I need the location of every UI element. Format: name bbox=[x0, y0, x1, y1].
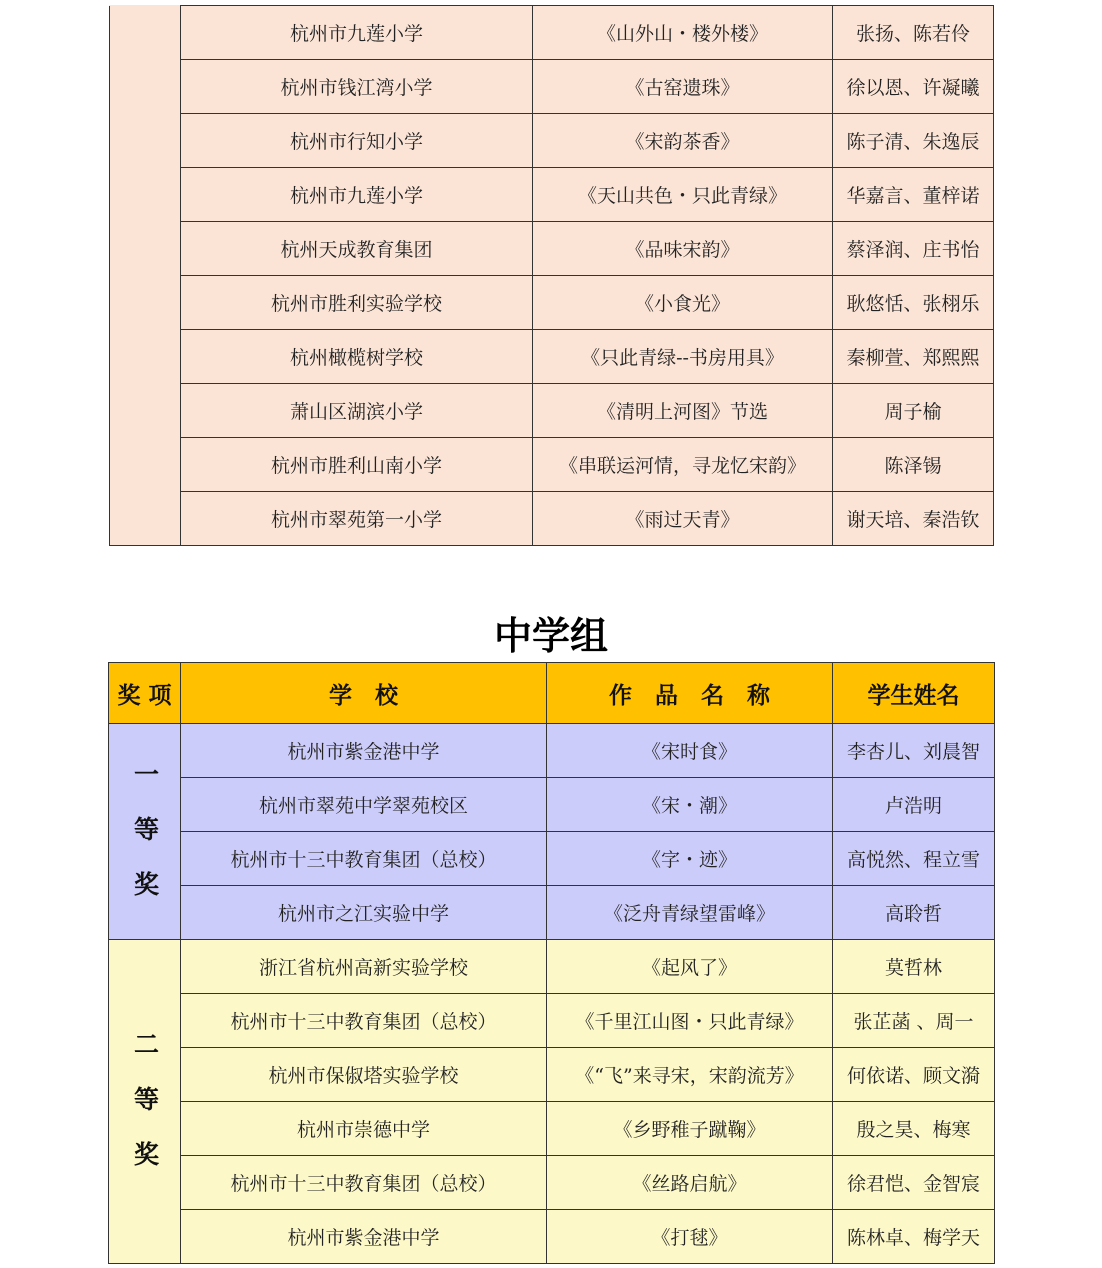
school-cell: 浙江省杭州高新实验学校 bbox=[181, 940, 547, 994]
table-row bbox=[109, 1156, 995, 1210]
school-cell: 杭州市行知小学 bbox=[181, 114, 533, 168]
table-row bbox=[110, 438, 994, 492]
table-row bbox=[110, 60, 994, 114]
school-cell: 杭州市十三中教育集团（总校） bbox=[181, 994, 547, 1048]
table-row bbox=[109, 994, 995, 1048]
award-level-label: 二等奖 bbox=[130, 1031, 160, 1196]
school-cell: 杭州橄榄树学校 bbox=[181, 330, 533, 384]
work-title-cell: 《泛舟青绿望雷峰》 bbox=[547, 886, 833, 940]
work-title-cell: 《宋韵茶香》 bbox=[533, 114, 833, 168]
header-school: 学 校 bbox=[181, 663, 547, 724]
table-row bbox=[109, 940, 995, 994]
student-names-cell: 陈林卓、梅学天 bbox=[833, 1210, 995, 1264]
header-award: 奖 项 bbox=[109, 663, 181, 724]
header-students: 学生姓名 bbox=[833, 663, 995, 724]
student-names-cell: 张芷菡 、周一 bbox=[833, 994, 995, 1048]
table-row bbox=[109, 1048, 995, 1102]
student-names-cell: 耿悠恬、张栩乐 bbox=[833, 276, 994, 330]
school-cell: 杭州市崇德中学 bbox=[181, 1102, 547, 1156]
table-row bbox=[110, 114, 994, 168]
student-names-cell: 卢浩明 bbox=[833, 778, 995, 832]
table-row bbox=[110, 6, 994, 60]
table-row bbox=[110, 276, 994, 330]
student-names-cell: 徐以恩、许凝曦 bbox=[833, 60, 994, 114]
work-title-cell: 《品味宋韵》 bbox=[533, 222, 833, 276]
primary-award-table-continued bbox=[109, 5, 994, 546]
work-title-cell: 《串联运河情，寻龙忆宋韵》 bbox=[533, 438, 833, 492]
work-title-cell: 《小食光》 bbox=[533, 276, 833, 330]
award-level-label: 一等奖 bbox=[130, 761, 160, 926]
award-cell bbox=[110, 6, 181, 546]
school-cell: 杭州市之江实验中学 bbox=[181, 886, 547, 940]
school-cell: 杭州市胜利实验学校 bbox=[181, 276, 533, 330]
school-cell: 杭州市翠苑第一小学 bbox=[181, 492, 533, 546]
student-names-cell: 华嘉言、董梓诺 bbox=[833, 168, 994, 222]
work-title-cell: 《古窑遗珠》 bbox=[533, 60, 833, 114]
table-row bbox=[109, 778, 995, 832]
work-title-cell: 《丝路启航》 bbox=[547, 1156, 833, 1210]
school-cell: 杭州市紫金港中学 bbox=[181, 1210, 547, 1264]
table-row bbox=[110, 168, 994, 222]
work-title-cell: 《清明上河图》节选 bbox=[533, 384, 833, 438]
work-title-cell: 《乡野稚子蹴鞠》 bbox=[547, 1102, 833, 1156]
student-names-cell: 徐君恺、金智宸 bbox=[833, 1156, 995, 1210]
work-title-cell: 《字・迹》 bbox=[547, 832, 833, 886]
table-row bbox=[109, 832, 995, 886]
table-row bbox=[110, 222, 994, 276]
work-title-cell: 《打毬》 bbox=[547, 1210, 833, 1264]
school-cell: 萧山区湖滨小学 bbox=[181, 384, 533, 438]
table-row bbox=[110, 384, 994, 438]
section-title: 中学组 bbox=[493, 614, 608, 658]
work-title-cell: 《宋・潮》 bbox=[547, 778, 833, 832]
work-title-cell: 《山外山・楼外楼》 bbox=[533, 6, 833, 60]
student-names-cell: 谢天培、秦浩钦 bbox=[833, 492, 994, 546]
header-work: 作 品 名 称 bbox=[547, 663, 833, 724]
student-names-cell: 何依诺、顾文漪 bbox=[833, 1048, 995, 1102]
work-title-cell: 《“飞”来寻宋，宋韵流芳》 bbox=[547, 1048, 833, 1102]
student-names-cell: 张扬、陈若伶 bbox=[833, 6, 994, 60]
school-cell: 杭州天成教育集团 bbox=[181, 222, 533, 276]
student-names-cell: 秦柳萱、郑熙熙 bbox=[833, 330, 994, 384]
table-row bbox=[110, 492, 994, 546]
student-names-cell: 莫哲林 bbox=[833, 940, 995, 994]
student-names-cell: 高聆哲 bbox=[833, 886, 995, 940]
work-title-cell: 《只此青绿--书房用具》 bbox=[533, 330, 833, 384]
table-row bbox=[110, 330, 994, 384]
school-cell: 杭州市紫金港中学 bbox=[181, 724, 547, 778]
award-level-cell bbox=[109, 724, 181, 940]
student-names-cell: 高悦然、程立雪 bbox=[833, 832, 995, 886]
table-row bbox=[109, 886, 995, 940]
school-cell: 杭州市翠苑中学翠苑校区 bbox=[181, 778, 547, 832]
middle-school-award-table bbox=[108, 662, 995, 1264]
student-names-cell: 李杏儿、刘晨智 bbox=[833, 724, 995, 778]
school-cell: 杭州市九莲小学 bbox=[181, 168, 533, 222]
work-title-cell: 《起风了》 bbox=[547, 940, 833, 994]
school-cell: 杭州市钱江湾小学 bbox=[181, 60, 533, 114]
work-title-cell: 《千里江山图・只此青绿》 bbox=[547, 994, 833, 1048]
school-cell: 杭州市十三中教育集团（总校） bbox=[181, 1156, 547, 1210]
work-title-cell: 《宋时食》 bbox=[547, 724, 833, 778]
school-cell: 杭州市胜利山南小学 bbox=[181, 438, 533, 492]
student-names-cell: 陈泽锡 bbox=[833, 438, 994, 492]
table-row bbox=[109, 1102, 995, 1156]
table-row bbox=[109, 1210, 995, 1264]
student-names-cell: 周子榆 bbox=[833, 384, 994, 438]
student-names-cell: 殷之昊、梅寒 bbox=[833, 1102, 995, 1156]
table-row bbox=[109, 724, 995, 778]
school-cell: 杭州市保俶塔实验学校 bbox=[181, 1048, 547, 1102]
school-cell: 杭州市十三中教育集团（总校） bbox=[181, 832, 547, 886]
school-cell: 杭州市九莲小学 bbox=[181, 6, 533, 60]
work-title-cell: 《天山共色・只此青绿》 bbox=[533, 168, 833, 222]
student-names-cell: 蔡泽润、庄书怡 bbox=[833, 222, 994, 276]
table-header-row bbox=[109, 663, 995, 724]
student-names-cell: 陈子清、朱逸辰 bbox=[833, 114, 994, 168]
work-title-cell: 《雨过天青》 bbox=[533, 492, 833, 546]
award-level-cell bbox=[109, 940, 181, 1264]
